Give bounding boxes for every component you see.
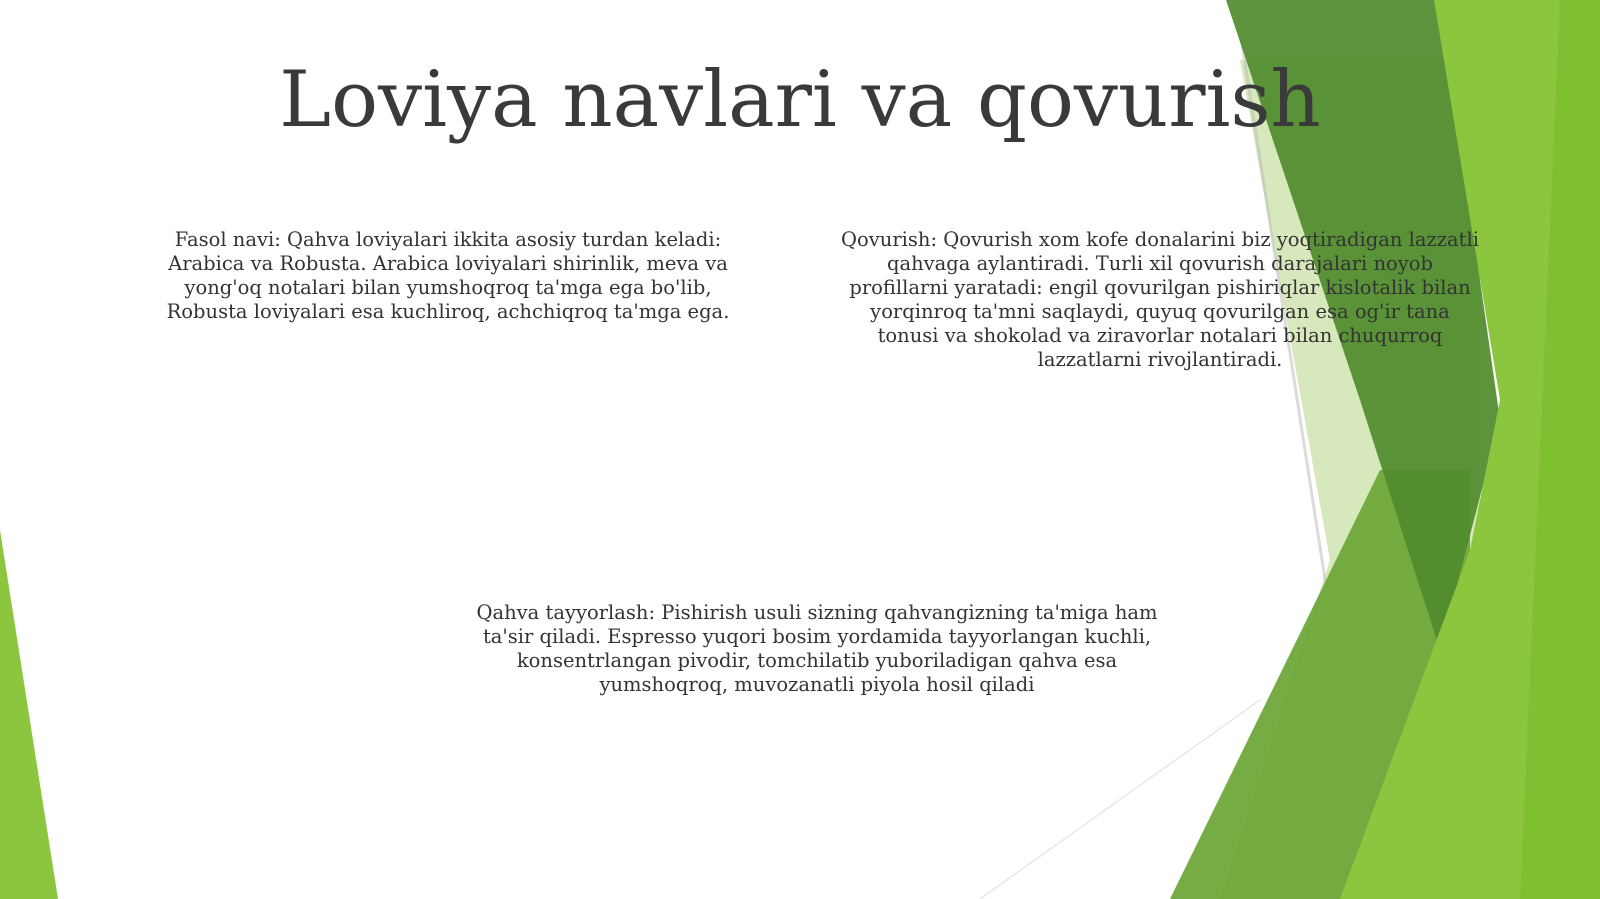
left-green-sliver xyxy=(0,530,58,899)
slide-title: Loviya navlari va qovurish xyxy=(279,55,1321,145)
section-qahva-tayyorlash: Qahva tayyorlash: Pishirish usuli sizning qahvangizning ta'miga ham ta'sir qiladi. Espresso yuqori bosim yordamida tayyorlangan kuchli, konsentrlangan pivodir, tomchilatib yuboriladigan qahva esa yumshoqroq, muvozanatli piyola hosil qiladi xyxy=(476,601,1158,696)
section-fasol-navi: Fasol navi: Qahva loviyalari ikkita asosiy turdan keladi: Arabica va Robusta. Arabica loviyalari shirinlik, meva va yong'oq notalari bilan yumshoqroq ta'mga ega bo'lib, Robusta loviyalari esa kuchliroq, achchiqroq ta'mga ega. xyxy=(166,228,730,323)
section-qovurish: Qovurish: Qovurish xom kofe donalarini biz yoqtiradigan lazzatli qahvaga aylantiradi. Turli xil qovurish darajalari noyob profillarni yaratadi: engil qovurilgan pishiriqlar kislotalik bilan yorqinroq ta'mni saqlaydi, quyuq qovurilgan esa og'ir tana tonusi va shokolad va ziravorlar notalari bilan chuqurroq lazzatlarni rivojlantiradi. xyxy=(841,228,1479,371)
